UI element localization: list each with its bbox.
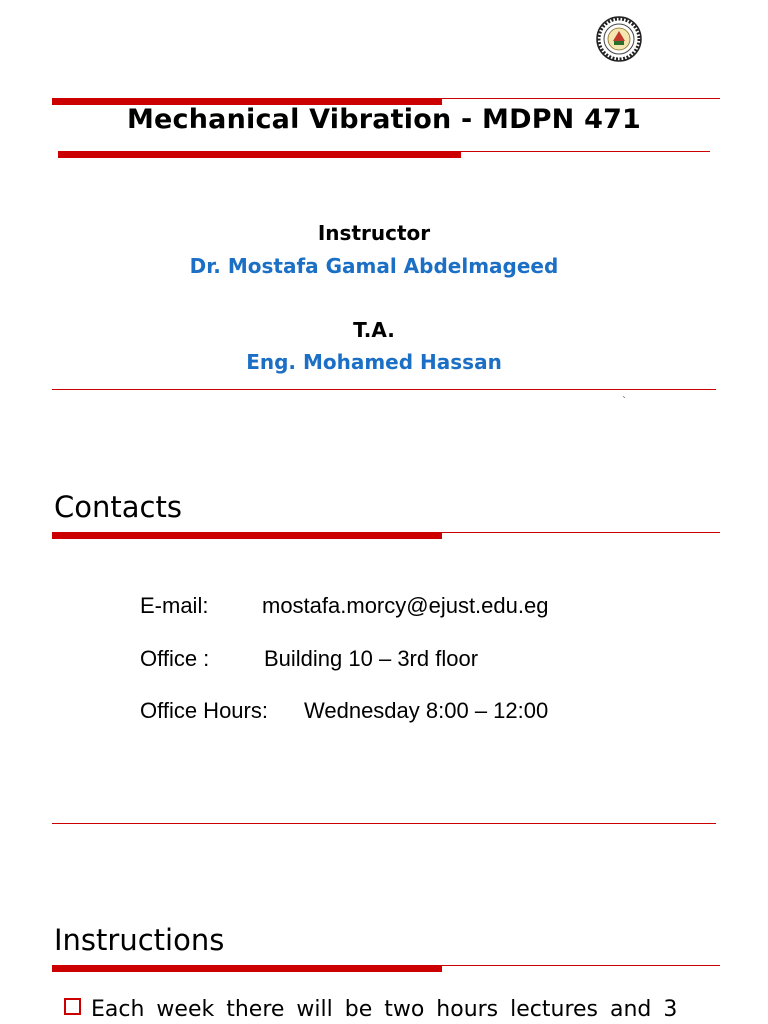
stray-mark: ` bbox=[622, 396, 627, 407]
contacts-heading: Contacts bbox=[54, 490, 182, 524]
office-label: Office : bbox=[140, 646, 210, 671]
instructor-label: Instructor bbox=[317, 221, 431, 245]
square-bullet-icon bbox=[64, 998, 81, 1015]
title-bottom-thin-rule bbox=[461, 151, 710, 152]
instructor-name: Dr. Mostafa Gamal Abdelmageed bbox=[189, 254, 559, 278]
title-bottom-thick-rule bbox=[58, 151, 461, 158]
instructions-thick-rule bbox=[52, 965, 442, 972]
university-seal-icon bbox=[596, 16, 642, 62]
office-hours-label: Office Hours: bbox=[140, 698, 268, 723]
email-label: E-mail: bbox=[140, 593, 209, 618]
instructions-thin-rule bbox=[442, 965, 720, 966]
contacts-thick-rule bbox=[52, 532, 442, 539]
staff-divider bbox=[52, 389, 716, 390]
ta-name: Eng. Mohamed Hassan bbox=[246, 350, 502, 374]
email-value: mostafa.morcy@ejust.edu.eg bbox=[262, 593, 549, 618]
ta-label: T.A. bbox=[353, 318, 395, 342]
contacts-thin-rule bbox=[442, 532, 720, 533]
office-value: Building 10 – 3rd floor bbox=[264, 646, 479, 671]
instruction-text: Each week there will be two hours lectures and 3 bbox=[91, 997, 678, 1022]
instructions-heading: Instructions bbox=[54, 923, 225, 957]
page-title: Mechanical Vibration - MDPN 471 bbox=[126, 104, 642, 135]
title-top-thin-rule bbox=[442, 98, 720, 99]
list-item bbox=[64, 997, 720, 1022]
contacts-divider bbox=[52, 823, 716, 824]
office-hours-value: Wednesday 8:00 – 12:00 bbox=[304, 698, 549, 723]
